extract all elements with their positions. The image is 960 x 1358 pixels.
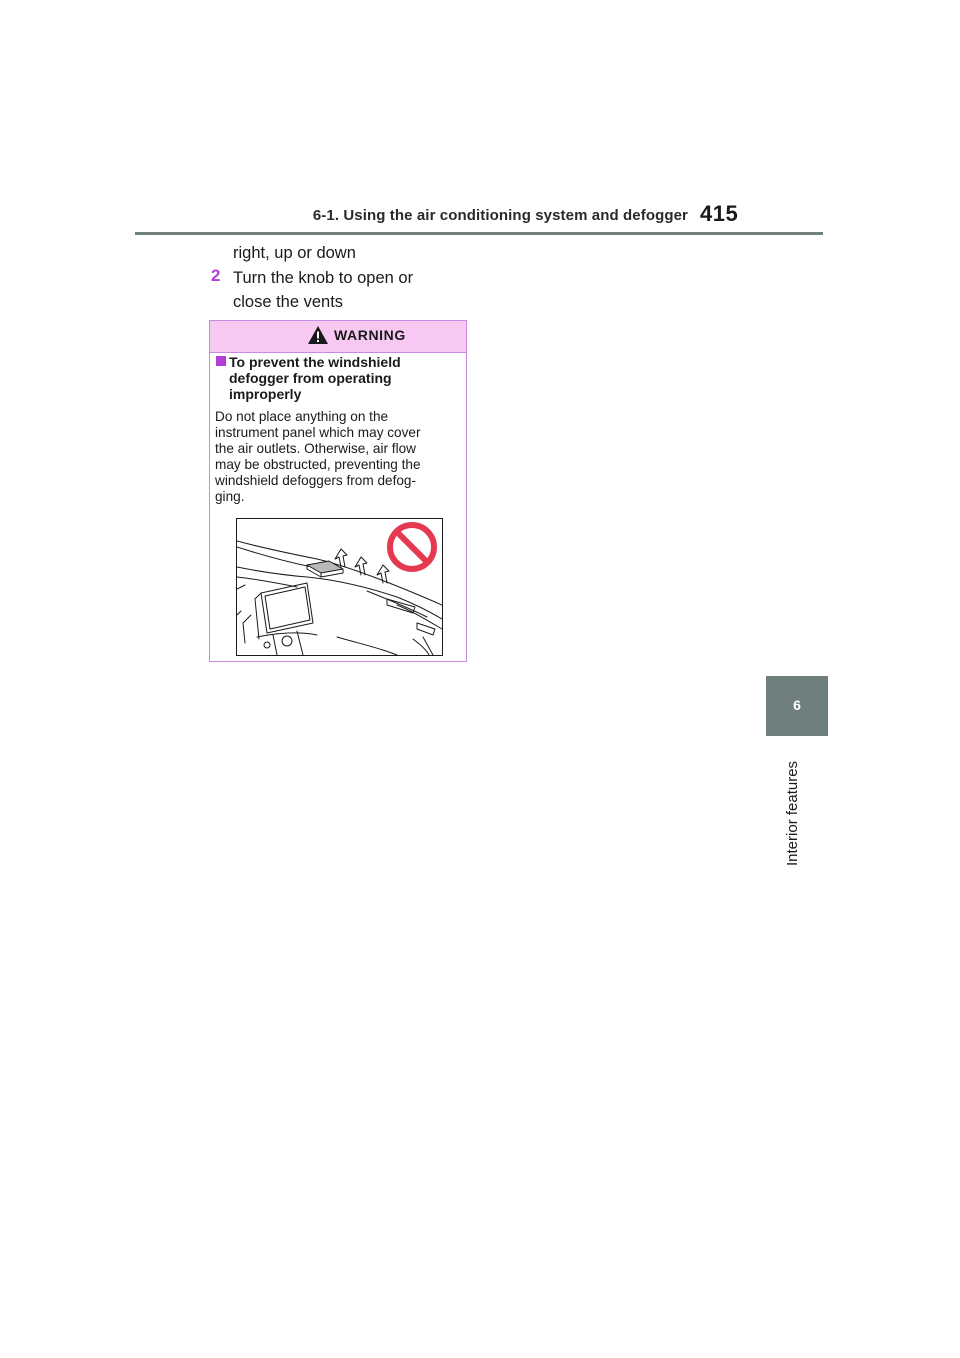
warning-header [210, 321, 466, 353]
body-line: Do not place anything on the [215, 409, 389, 424]
square-bullet-icon [216, 354, 228, 366]
step-text-line1: Turn the knob to open or [233, 269, 414, 287]
warning-subheading [229, 354, 459, 402]
dashboard-illustration [236, 518, 443, 656]
body-line: the air outlets. Otherwise, air flow [215, 441, 416, 456]
subheading-line: To prevent the windshield [229, 354, 401, 370]
warning-box [209, 320, 467, 662]
body-line: windshield defoggers from defog- [215, 473, 416, 488]
chapter-tab [766, 676, 828, 736]
section-title: 6-1. Using the air conditioning system and defogger [312, 207, 688, 224]
body-line: ging. [215, 489, 245, 504]
header-divider [135, 232, 823, 235]
chapter-label-text: Interior features [784, 760, 801, 866]
step-number: 2 [211, 266, 221, 285]
chapter-side-label [784, 746, 808, 866]
chapter-number: 6 [793, 697, 801, 713]
dashboard-drawing [237, 519, 442, 655]
body-line: may be obstructed, preventing the [215, 457, 421, 472]
warning-body [215, 409, 463, 505]
warning-label: WARNING [334, 327, 406, 343]
page-number: 415 [700, 201, 739, 226]
prohibition-icon [390, 525, 434, 569]
continuation-text: right, up or down [233, 244, 356, 262]
step-text-line2: close the vents [233, 293, 344, 311]
warning-triangle-icon [307, 325, 329, 345]
subheading-line: defogger from operating [229, 370, 392, 386]
body-line: instrument panel which may cover [215, 425, 421, 440]
subheading-line: improperly [229, 386, 302, 402]
